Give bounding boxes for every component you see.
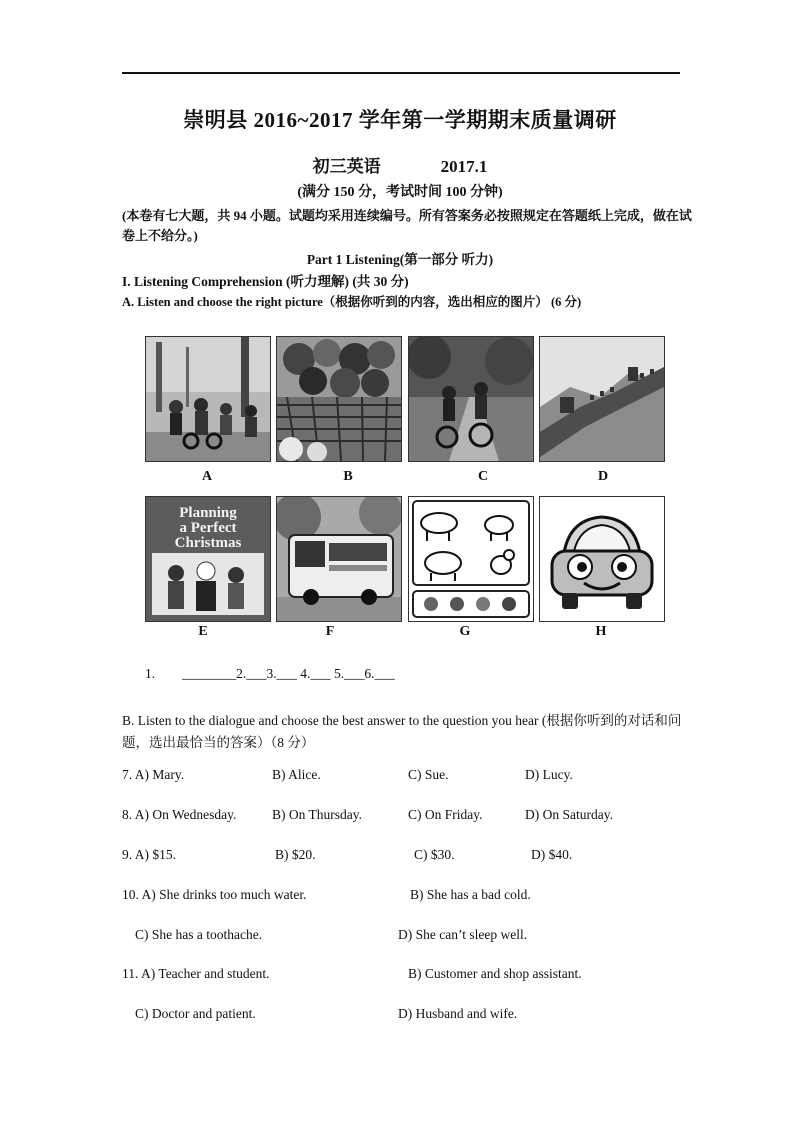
option-c: C) $30.: [414, 847, 455, 862]
question-number: 9. A) $15.: [122, 847, 177, 862]
option-c: C) On Friday.: [408, 807, 483, 822]
option-d: D) $40.: [531, 847, 573, 862]
cartoon-car-picture: [539, 496, 665, 622]
option-a: A) She drinks too much water.: [141, 887, 307, 902]
street-crowd-picture: [145, 336, 271, 462]
option-b: B) $20.: [275, 847, 316, 862]
option-d: D) On Saturday.: [525, 807, 613, 822]
top-rule: [122, 72, 680, 74]
option-d: D) She can’t sleep well.: [398, 927, 528, 942]
book-caption-line-2: a Perfect: [179, 520, 237, 536]
section-a-title: A. Listen and choose the right picture（根据你听到的内容，选出相应的图片） (6 分): [122, 295, 582, 309]
option-c: C) Sue.: [408, 767, 449, 782]
exam-subject: 初三英语: [312, 157, 381, 176]
question-number: 8. A) On Wednesday.: [122, 807, 237, 822]
option-b: B) She has a bad cold.: [410, 887, 531, 902]
answer-blanks: 1. ________2.___3.___ 4.___ 5.___6.___: [145, 666, 395, 681]
fruit-basket-picture: [276, 336, 402, 462]
picture-label-h: H: [595, 624, 607, 639]
option-b: B) Alice.: [272, 767, 321, 782]
question-number: 10. A) She drinks too much water.: [122, 887, 307, 902]
section-1-title: I. Listening Comprehension (听力理解) (共 30 分): [122, 274, 409, 289]
book-caption-line-1: Planning: [179, 505, 237, 521]
picture-label-g: G: [459, 624, 471, 639]
great-wall-picture: [539, 336, 665, 462]
option-b: B) Customer and shop assistant.: [408, 966, 582, 981]
exam-date: 2017.1: [440, 157, 488, 176]
option-a: A) Teacher and student.: [141, 966, 270, 981]
christmas-book-picture: [145, 496, 271, 622]
score-info: (满分 150 分，考试时间 100 分钟): [297, 185, 503, 200]
option-a: A) On Wednesday.: [134, 807, 237, 822]
book-caption-line-3: Christmas: [174, 535, 242, 551]
farm-animals-picture: [408, 496, 534, 622]
option-a: A) Mary.: [134, 767, 185, 782]
section-b-title: B. Listen to the dialogue and choose the best answer to the question you hear (根据你听到的对话和问题，选出最恰当的答案）（8 分）: [122, 713, 682, 750]
cycling-picture: [408, 336, 534, 462]
question-number: 7. A) Mary.: [122, 767, 185, 782]
option-b: B) On Thursday.: [272, 807, 362, 822]
picture-label-b: B: [343, 469, 353, 484]
exam-notice: (本卷有七大题，共 94 小题。试题均采用连续编号。所有答案务必按照规定在答题纸上完成，做在试卷上不给分。): [122, 208, 692, 243]
option-d: D) Husband and wife.: [398, 1006, 518, 1021]
option-d: D) Lucy.: [525, 767, 573, 782]
picture-label-c: C: [477, 469, 489, 484]
option-a: A) $15.: [134, 847, 177, 862]
option-c: C) Doctor and patient.: [135, 1006, 256, 1021]
picture-label-e: E: [198, 624, 208, 639]
question-number: 11. A) Teacher and student.: [122, 966, 270, 981]
picture-label-d: D: [597, 469, 609, 484]
exam-title: 崇明县 2016~2017 学年第一学期期末质量调研: [183, 108, 617, 132]
bus-picture: [276, 496, 402, 622]
part1-title: Part 1 Listening(第一部分 听力): [306, 252, 494, 267]
picture-label-f: F: [325, 624, 335, 639]
picture-label-a: A: [201, 469, 213, 484]
option-c: C) She has a toothache.: [135, 927, 263, 942]
exam-subtitle: [0, 152, 800, 177]
